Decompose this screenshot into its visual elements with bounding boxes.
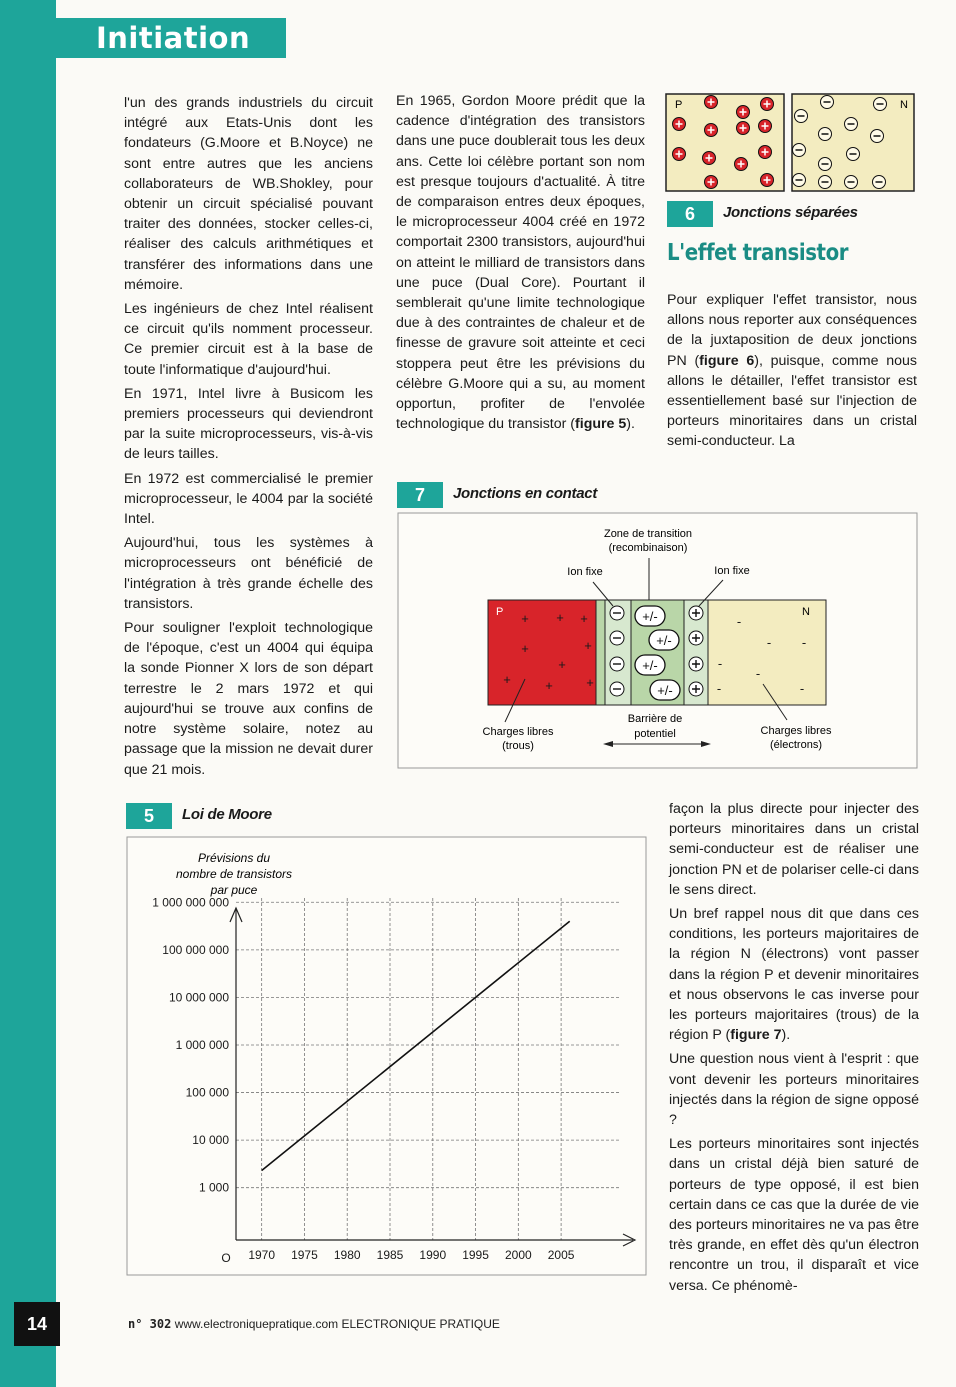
electron-mark: - [736, 614, 742, 629]
y-tick-label: 10 000 000 [168, 990, 229, 1005]
electron-mark: - [766, 635, 772, 650]
hole-mark: + [545, 678, 553, 693]
recombination-pair [635, 606, 665, 626]
barrier-label: Barrière de [627, 713, 683, 725]
y-tick-label: 1 000 000 [175, 1037, 229, 1052]
electron-mark: - [717, 656, 723, 671]
svg-text:+/-: +/- [657, 683, 673, 698]
hole-mark: + [521, 611, 529, 626]
figure-title: Jonctions en contact [453, 485, 598, 502]
electron-charge [874, 98, 887, 111]
n-label: N [900, 99, 908, 111]
x-tick-label: 2005 [547, 1248, 575, 1262]
hole-charge [761, 174, 774, 187]
svg-text:+/-: +/- [642, 658, 658, 673]
hole-charge [705, 124, 718, 137]
electron-charge [845, 118, 858, 131]
paragraph: Une question nous vient à l'esprit : que vont devenir les porteurs minoritaires injectés dans la région de signe opposé ? [669, 1051, 919, 1129]
electron-charge [821, 96, 834, 109]
fixed-positive-ion [689, 606, 703, 620]
hole-charge [705, 176, 718, 189]
paragraph [669, 904, 919, 1045]
figure-number: 6 [667, 201, 713, 227]
figure-number: 7 [397, 482, 443, 508]
text: ), puisque, comme nous allons le détailler, l'effet transistor est essentiellement basé sur l'injection de porteurs minoritaires dans un cristal semi-conducteur. La [667, 352, 917, 450]
section-banner [56, 18, 286, 58]
n-label: N [802, 606, 810, 618]
electron-charge [819, 128, 832, 141]
fixed-negative-ion [610, 682, 624, 696]
section-title: Initiation [96, 21, 251, 55]
y-tick-label: 10 000 [192, 1133, 229, 1148]
paragraph: En 1971, Intel livre à Busicom les premiers processeurs qui deviendront par la suite microprocesseurs, vis-à-vis de leurs tailles. [124, 385, 373, 463]
paragraph: Les porteurs minoritaires sont injectés dans un cristal déjà bien saturé de porteurs de type opposé, il est bien certain dans ce cas que la durée de vie des porteurs minoritaires ne va pas être très grande, en effet dès qu'un électron rencontre un trou, il disparaît et vice versa. Ce phénomè- [669, 1136, 919, 1294]
text: En 1965, Gordon Moore prédit que la cadence d'intégration des transistors dans une puce doublerait tous les deux ans. Cette loi célèbre portant son nom est presque toujours d'actualité. À titre de comparaison entres deux époques, le microprocesseur 4004 créé en 1972 comportait 2300 transistors, aujourd'hui on atteint le milliard de transistors dans une puce (Dual Core). Pourtant il semblerait qu'une limite technologique due à des contraintes de chaleur et de finesse de gravure soit atteinte et ceci stoppera peut être les prévisions du célèbre G.Moore qui a su, au moment opportun, profiter de l'envolée technologique du transistor ( [396, 93, 645, 433]
y-tick-label: 100 000 [185, 1085, 229, 1100]
figure-number: 5 [126, 803, 172, 829]
electron-charge [847, 148, 860, 161]
page-number: 14 [14, 1302, 60, 1346]
fixed-negative-ion [610, 631, 624, 645]
free-charges-label: Charges libres [760, 725, 832, 737]
hole-mark: + [521, 641, 529, 656]
electron-charge [873, 176, 886, 189]
free-charges-label: (électrons) [770, 739, 822, 751]
y-tick-label: 1 000 000 000 [152, 895, 229, 910]
paragraph: Aujourd'hui, tous les systèmes à microprocesseurs ont bénéficié de l'intégration à très grande échelle des transistors. [124, 535, 373, 612]
free-charges-label: (trous) [502, 740, 534, 752]
text: Un bref rappel nous dit que dans ces conditions, les porteurs majoritaires de la région N (électrons) vont passer dans la région P et devenir minoritaires et nous observons le cas inverse pour les porteurs majoritaires (trous) de la région P ( [669, 906, 919, 1044]
electron-mark: - [799, 681, 805, 696]
fixed-positive-ion [689, 631, 703, 645]
origin-label: O [221, 1251, 231, 1265]
column-4 [669, 799, 919, 1300]
svg-text:+/-: +/- [656, 633, 672, 648]
electron-mark: - [801, 635, 807, 650]
paragraph: l'un des grands industriels du circuit intégré aux Etats-Unis dont les fondateurs (G.Moore et B.Noyce) ne sont entre autres que les anciens collaborateurs de WB.Shokley, pour obtenir un circuit spécialisé pouvant traiter des données, stocker celles-ci, réaliser des calculs arithmétiques et transférer des informations dans une mémoire. [124, 95, 373, 293]
x-tick-label: 1980 [333, 1248, 361, 1262]
hole-mark: + [584, 638, 592, 653]
issue-number: n° 302 [128, 1317, 172, 1331]
p-label: P [675, 99, 683, 111]
column-3 [667, 290, 917, 456]
y-tick-label: 1 000 [198, 1180, 229, 1195]
moore-law-chart [126, 836, 648, 1278]
zone-label: Zone de transition [603, 528, 693, 540]
svg-text:+/-: +/- [642, 609, 658, 624]
magazine-name: ELECTRONIQUE PRATIQUE [341, 1317, 500, 1331]
hole-charge [673, 118, 686, 131]
figure-title: Loi de Moore [182, 806, 272, 823]
fixed-negative-ion [610, 657, 624, 671]
fixed-negative-ion [610, 606, 624, 620]
hole-charge [737, 106, 750, 119]
electron-charge [793, 174, 806, 187]
electron-charge [819, 158, 832, 171]
fixed-positive-ion [689, 657, 703, 671]
recombination-pair [649, 630, 679, 650]
electron-charge [819, 176, 832, 189]
hole-charge [673, 148, 686, 161]
hole-charge [759, 146, 772, 159]
hole-mark: + [580, 611, 588, 626]
page-footer [128, 1317, 500, 1331]
figure-ref: figure 7 [730, 1027, 782, 1044]
chart-title-line: nombre de transistors [175, 867, 293, 881]
figure-ref: figure 5 [575, 416, 627, 433]
zone-label: (recombinaison) [608, 542, 688, 554]
paragraph: En 1972 est commercialisé le premier microprocesseur, le 4004 par la société Intel. [124, 470, 373, 528]
hole-mark: + [556, 610, 564, 625]
recombination-pair [650, 680, 680, 700]
paragraph: Pour souligner l'exploit technologique de l'époque, c'est un 4004 qui équipa la sonde Pionner X lors de son départ terrestre le 2 mars 1972 et qui aujourd'hui se trouve aux confins de notre système solaire, notez au passage que la mission ne devait durer que 21 mois. [124, 620, 373, 778]
hole-mark: + [558, 657, 566, 672]
ion-label-right: Ion fixe [714, 565, 750, 577]
recombination-pair [635, 655, 665, 675]
hole-mark: + [503, 672, 511, 687]
y-tick-label: 100 000 000 [162, 942, 229, 957]
free-charges-label: Charges libres [482, 726, 554, 738]
paragraph [396, 91, 645, 434]
hole-charge [735, 158, 748, 171]
paragraph: Les ingénieurs de chez Intel réalisent ce circuit qu'ils nomment processeur. Ce premier circuit est à la base de toute l'informatique d'aujourd'hui. [124, 301, 373, 378]
left-color-bar [0, 0, 56, 1387]
chart-title-line: Prévisions du [197, 851, 271, 865]
chart-title-line: par puce [210, 883, 258, 897]
electron-charge [845, 176, 858, 189]
electron-charge [871, 130, 884, 143]
section-heading: L'effet transistor [667, 240, 849, 266]
x-tick-label: 1995 [462, 1248, 489, 1262]
barrier-label: potentiel [634, 728, 676, 740]
x-tick-label: 1970 [248, 1248, 276, 1262]
hole-charge [703, 152, 716, 165]
hole-charge [705, 96, 718, 109]
electron-charge [795, 110, 808, 123]
p-label: P [496, 606, 504, 618]
hole-charge [759, 120, 772, 133]
website: www.electroniquepratique.com [174, 1317, 339, 1331]
electron-mark: - [716, 681, 722, 696]
x-tick-label: 1975 [291, 1248, 318, 1262]
figure-7-diagram [397, 512, 919, 770]
column-2 [396, 91, 645, 438]
x-tick-label: 2000 [504, 1248, 532, 1262]
fixed-positive-ion [689, 682, 703, 696]
text: ). [781, 1027, 791, 1044]
hole-charge [761, 98, 774, 111]
x-tick-label: 1985 [376, 1248, 404, 1262]
hole-mark: + [586, 675, 594, 690]
paragraph [667, 290, 917, 452]
electron-charge [793, 144, 806, 157]
ion-label-left: Ion fixe [567, 566, 603, 578]
paragraph: façon la plus directe pour injecter des porteurs minoritaires dans un cristal semi-conducteur est de réaliser une jonction PN et de polariser celle-ci dans le sens direct. [669, 801, 919, 898]
text: ). [626, 416, 635, 433]
figure-ref: figure 6 [699, 352, 755, 369]
electron-mark: - [755, 666, 761, 681]
text: Pour expliquer l'effet transistor, nous allons nous reporter aux conséquences de la juxtaposition de deux jonctions PN ( [667, 292, 917, 369]
x-tick-label: 1990 [419, 1248, 447, 1262]
hole-charge [737, 122, 750, 135]
figure-6-diagram [665, 92, 917, 193]
figure-title: Jonctions séparées [723, 204, 858, 221]
column-1 [124, 93, 373, 784]
